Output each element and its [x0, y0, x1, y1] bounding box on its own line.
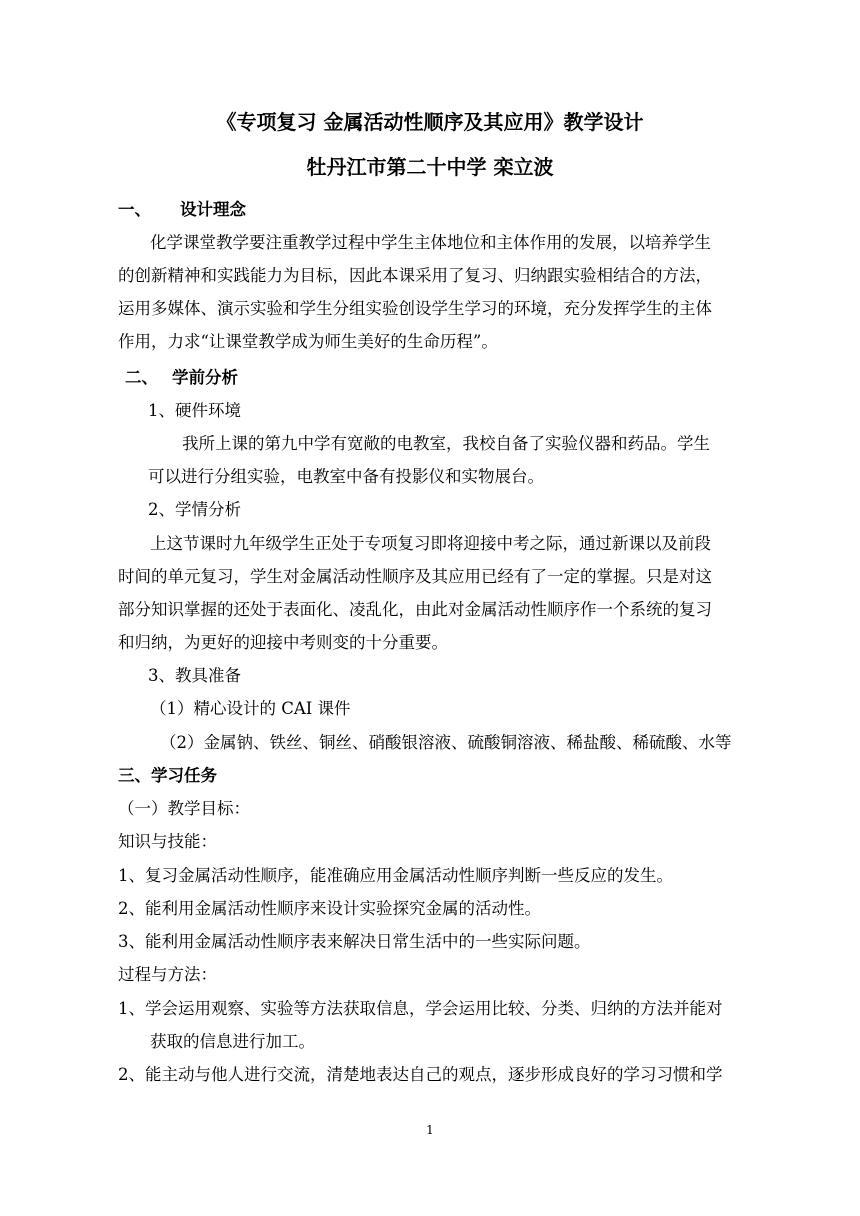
learner-analysis-line: 时间的单元复习，学生对金属活动性顺序及其应用已经有了一定的掌握。只是对这 — [118, 567, 712, 586]
section-2-number: 二、 — [125, 368, 158, 387]
knowledge-item: 1、复习金属活动性顺序，能准确应用金属活动性顺序判断一些反应的发生。 — [118, 866, 673, 885]
section-1-paragraph-line: 的创新精神和实践能力为目标，因此本课采用了复习、归纳跟实验相结合的方法， — [118, 266, 712, 285]
process-item-line: 获取的信息进行加工。 — [150, 1032, 315, 1051]
author-line: 牡丹江市第二十中学 栾立波 — [306, 155, 554, 179]
process-item-line: 1、学会运用观察、实验等方法获取信息，学会运用比较、分类、归纳的方法并能对 — [118, 999, 723, 1018]
document-title: 《专项复习 金属活动性顺序及其应用》教学设计 — [216, 110, 644, 134]
section-1-paragraph-line: 运用多媒体、演示实验和学生分组实验创设学生学习的环境，充分发挥学生的主体 — [118, 299, 712, 318]
teaching-goals-heading: （一）教学目标： — [118, 799, 250, 818]
section-1-paragraph-line: 化学课堂教学要注重教学过程中学生主体地位和主体作用的发展，以培养学生 — [150, 233, 711, 252]
process-methods-heading: 过程与方法： — [118, 965, 217, 984]
knowledge-skills-heading: 知识与技能： — [118, 832, 217, 851]
teaching-aid-item: （1）精心设计的 CAI 课件 — [150, 699, 351, 718]
process-item-line: 2、能主动与他人进行交流，清楚地表达自己的观点，逐步形成良好的学习习惯和学 — [118, 1065, 723, 1084]
knowledge-item: 2、能利用金属活动性顺序来设计实验探究金属的活动性。 — [118, 899, 541, 918]
page-number: 1 — [426, 1123, 434, 1137]
teaching-aid-item: （2）金属钠、铁丝、铜丝、硝酸银溶液、硫酸铜溶液、稀盐酸、稀硫酸、水等 — [160, 733, 732, 752]
section-1-paragraph-line: 作用，力求“让课堂教学成为师生美好的生命历程”。 — [118, 332, 498, 351]
section-1-number: 一、 — [118, 200, 151, 219]
section-3-title: 三、学习任务 — [118, 766, 217, 785]
hardware-paragraph-line: 我所上课的第九中学有宽敞的电教室，我校自备了实验仪器和药品。学生 — [182, 434, 710, 453]
subsection-hardware: 1、硬件环境 — [148, 401, 241, 420]
learner-analysis-line: 上这节课时九年级学生正处于专项复习即将迎接中考之际，通过新课以及前段 — [150, 534, 711, 553]
knowledge-item: 3、能利用金属活动性顺序表来解决日常生活中的一些实际问题。 — [118, 932, 591, 951]
learner-analysis-line: 部分知识掌握的还处于表面化、凌乱化，由此对金属活动性顺序作一个系统的复习 — [118, 600, 712, 619]
learner-analysis-line: 和归纳，为更好的迎接中考则变的十分重要。 — [118, 633, 448, 652]
section-1-title: 设计理念 — [180, 200, 246, 219]
subsection-learner-analysis: 2、学情分析 — [148, 500, 241, 519]
section-2-title: 学前分析 — [172, 368, 238, 387]
subsection-teaching-aids: 3、教具准备 — [148, 666, 241, 685]
hardware-paragraph-line: 可以进行分组实验，电教室中备有投影仪和实物展台。 — [148, 467, 544, 486]
